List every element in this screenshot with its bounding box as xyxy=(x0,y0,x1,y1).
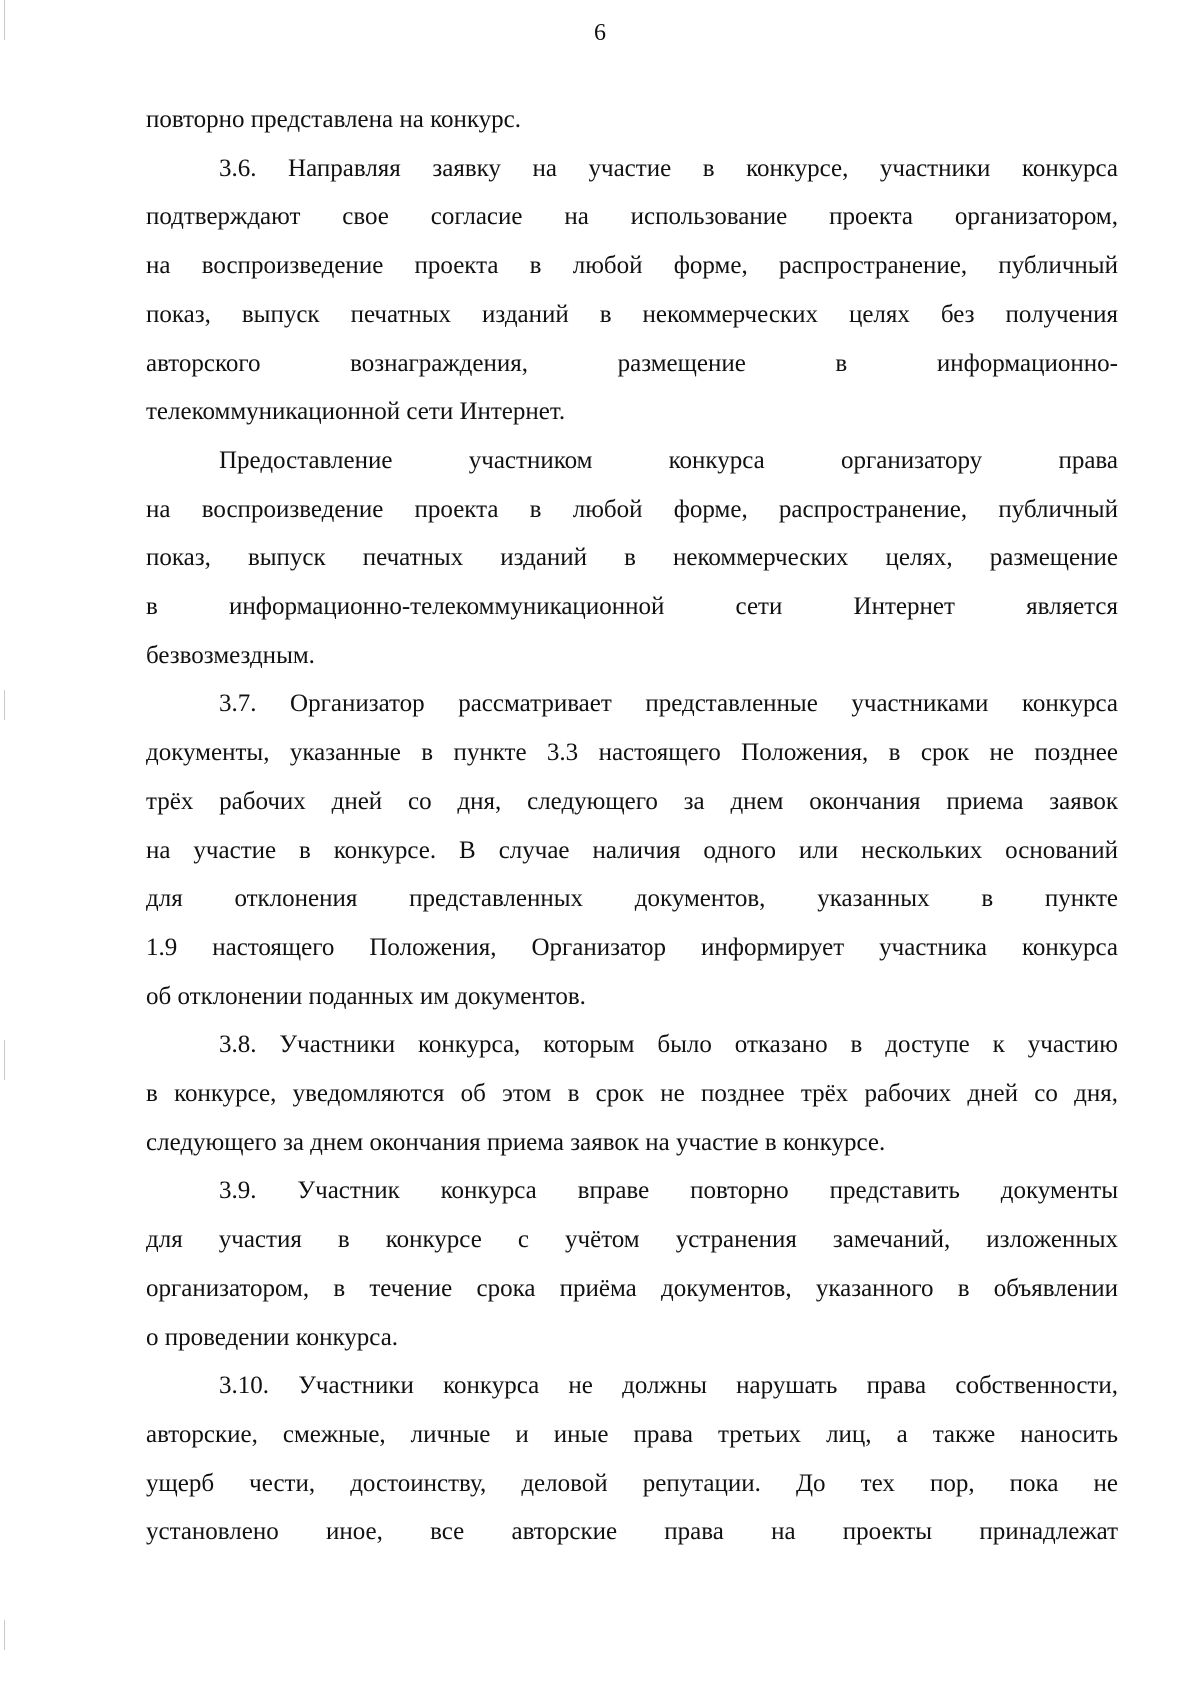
text-line: документы, указанные в пункте 3.3 настоящего Положения, в срок не позднее xyxy=(146,739,1118,767)
text-line: безвозмездным. xyxy=(146,641,315,669)
text-line: показ, выпуск печатных изданий в некоммерческих целях без получения xyxy=(146,300,1118,328)
text-line: в конкурсе, уведомляются об этом в срок не позднее трёх рабочих дней со дня, xyxy=(146,1080,1118,1108)
text-line: 3.7. Организатор рассматривает представленные участниками конкурса xyxy=(219,690,1118,718)
text-line: 3.6. Направляя заявку на участие в конкурсе, участники конкурса xyxy=(219,154,1118,182)
paragraph-3-7 xyxy=(146,680,1118,1021)
scan-edge-mark xyxy=(4,1620,5,1650)
text-line: о проведении конкурса. xyxy=(146,1323,399,1351)
text-line: подтверждают свое согласие на использование проекта организатором, xyxy=(146,203,1118,231)
paragraph-continuation xyxy=(146,96,1118,145)
text-line: 1.9 настоящего Положения, Организатор информирует участника конкурса xyxy=(146,933,1118,961)
paragraph-3-10 xyxy=(146,1362,1118,1557)
text-line: показ, выпуск печатных изданий в некоммерческих целях, размещение xyxy=(146,544,1118,572)
text-line: в информационно-телекоммуникационной сети Интернет является xyxy=(146,593,1118,621)
text-line: 3.9. Участник конкурса вправе повторно представить документы xyxy=(219,1177,1118,1205)
paragraph-3-8 xyxy=(146,1021,1118,1167)
text-line: для отклонения представленных документов, указанных в пункте xyxy=(146,885,1118,913)
page-number: 6 xyxy=(594,20,606,46)
text-line: для участия в конкурсе с учётом устранения замечаний, изложенных xyxy=(146,1226,1118,1254)
text-line: трёх рабочих дней со дня, следующего за днем окончания приема заявок xyxy=(146,787,1118,815)
text-line: на воспроизведение проекта в любой форме, распространение, публичный xyxy=(146,495,1118,523)
text-line: ущерб чести, достоинству, деловой репутации. До тех пор, пока не xyxy=(146,1469,1118,1497)
paragraph-rights-transfer xyxy=(146,437,1118,681)
paragraph-3-6 xyxy=(146,145,1118,437)
text-line: 3.10. Участники конкурса не должны нарушать права собственности, xyxy=(219,1372,1118,1400)
text-line: Предоставление участником конкурса организатору права xyxy=(219,446,1118,474)
text-line: телекоммуникационной сети Интернет. xyxy=(146,398,566,426)
text-line: организатором, в течение срока приёма документов, указанного в объявлении xyxy=(146,1274,1118,1302)
text-line: на участие в конкурсе. В случае наличия одного или нескольких оснований xyxy=(146,836,1118,864)
scan-edge-mark xyxy=(4,690,5,720)
text-line: следующего за днем окончания приема заявок на участие в конкурсе. xyxy=(146,1128,886,1156)
text-line: авторского вознаграждения, размещение в информационно- xyxy=(146,349,1118,377)
text-line: 3.8. Участники конкурса, которым было отказано в доступе к участию xyxy=(219,1031,1118,1059)
text-line: установлено иное, все авторские права на проекты принадлежат xyxy=(146,1518,1118,1546)
paragraph-3-9 xyxy=(146,1167,1118,1362)
scan-edge-mark xyxy=(4,1040,5,1080)
document-body xyxy=(146,96,1118,1557)
text-line: авторские, смежные, личные и иные права третьих лиц, а также наносить xyxy=(146,1420,1118,1448)
text-line: на воспроизведение проекта в любой форме, распространение, публичный xyxy=(146,252,1118,280)
text-line: об отклонении поданных им документов. xyxy=(146,982,586,1010)
text-line: повторно представлена на конкурс. xyxy=(146,106,521,133)
